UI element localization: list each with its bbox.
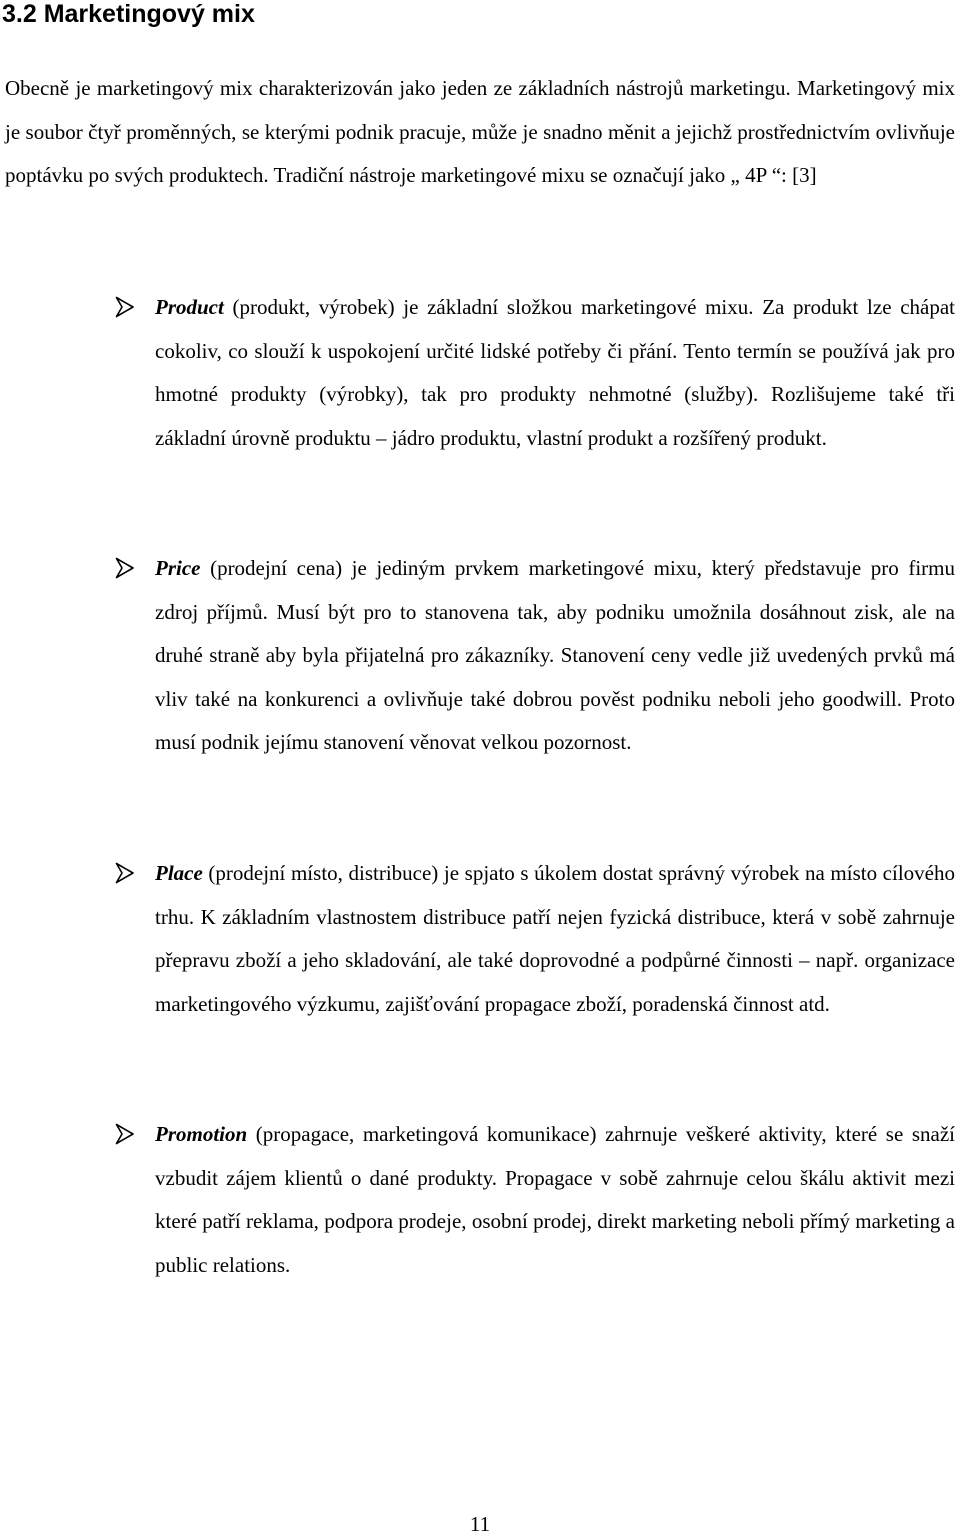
item-description: (produkt, výrobek) je základní složkou marketingové mixu. Za produkt lze chápat cokoliv, co slouží k uspokojení určité lidské potřeby či přání. Tento termín se používá jak pro hmotné produkty (výrobky), tak pro produkty nehmotné (služby). Rozlišujeme také tři základní úrovně produktu – jádro produktu, vlastní produkt a rozšířený produkt. <box>155 295 955 450</box>
item-description: (propagace, marketingová komunikace) zahrnuje veškeré aktivity, které se snaží vzbudit zájem klientů o dané produkty. Propagace v sobě zahrnuje celou škálu aktivit mezi které patří reklama, podpora prodeje, osobní prodej, direkt marketing neboli přímý marketing a public relations. <box>155 1122 955 1277</box>
list-item-place <box>155 852 955 1026</box>
item-description: (prodejní místo, distribuce) je spjato s úkolem dostat správný výrobek na místo cílového trhu. K základním vlastnostem distribuce patří nejen fyzická distribuce, která v sobě zahrnuje přepravu zboží a jeho skladování, ale také doprovodné a podpůrné činnosti – např. organizace marketingového výzkumu, zajišťování propagace zboží, poradenská činnost atd. <box>155 861 955 1016</box>
item-term: Promotion <box>155 1122 248 1146</box>
item-term: Place <box>155 861 203 885</box>
intro-paragraph: Obecně je marketingový mix charakterizován jako jeden ze základních nástrojů marketingu. Marketingový mix je soubor čtyř proměnných, se kterými podnik pracuje, může je snadno měnit a jejichž prostřednictvím ovlivňuje poptávku po svých produktech. Tradiční nástroje marketingové mixu se označují jako „ 4P “: [3] <box>5 76 955 188</box>
arrowhead-bullet-icon <box>115 557 135 579</box>
list-item-product <box>155 286 955 460</box>
item-term: Price <box>155 556 201 580</box>
item-description: (prodejní cena) je jediným prvkem marketingové mixu, který představuje pro firmu zdroj příjmů. Musí být pro to stanovena tak, aby podniku umožnila dosáhnout zisk, ale na druhé straně aby byla přijatelná pro zákazníky. Stanovení ceny vedle již uvedených prvků má vliv také na konkurenci a ovlivňuje také dobrou pověst podniku neboli jeho goodwill. Proto musí podnik jejímu stanovení věnovat velkou pozornost. <box>155 556 955 755</box>
item-term: Product <box>155 295 224 319</box>
list-item-price <box>155 547 955 765</box>
page-number: 11 <box>469 1512 491 1536</box>
list-item-promotion <box>155 1113 955 1287</box>
arrowhead-bullet-icon <box>115 296 135 318</box>
section-heading: 3.2 Marketingový mix <box>2 0 255 28</box>
arrowhead-bullet-icon <box>115 1123 135 1145</box>
arrowhead-bullet-icon <box>115 862 135 884</box>
